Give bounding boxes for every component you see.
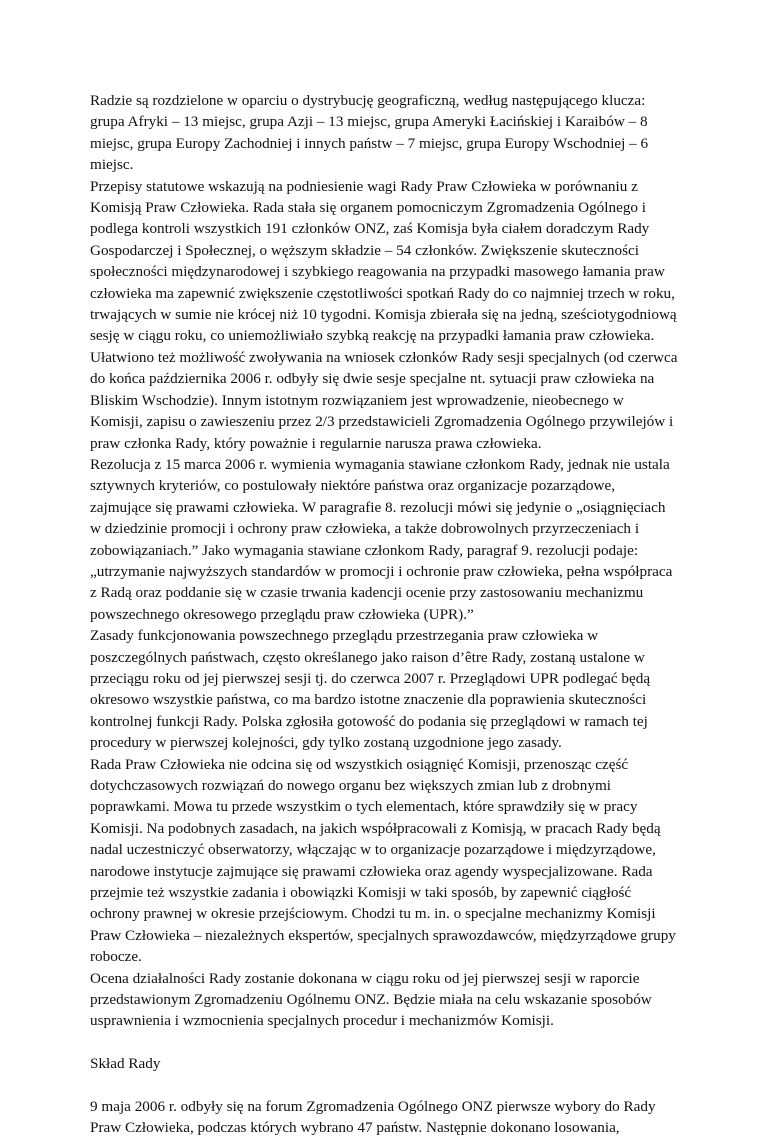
document-body xyxy=(90,90,680,1139)
paragraph-council-composition: 9 maja 2006 r. odbyły się na forum Zgromadzenia Ogólnego ONZ pierwsze wybory do Rady Praw Człowieka, podczas których wybrano 47 państw. Następnie dokonano losowania, xyxy=(90,1098,656,1137)
blank-line xyxy=(90,1075,680,1096)
blank-line xyxy=(90,1032,680,1053)
paragraph-upr-review: Zasady funkcjonowania powszechnego przeglądu przestrzegania praw człowieka w poszczególnych państwach, często określanego jako raison d’être Rady, zostaną ustalone w przeciągu roku od jej pierwszej sesji tj. do czerwca 2007 r. Przeglądowi UPR podlegać będą okresowo wszystkie państwa, co ma bardzo istotne znaczenie dla poprawienia skuteczności kontrolnej funkcji Rady. Polska zgłosiła gotowość do podania się przeglądowi w ramach tej procedury w pierwszej kolejności, gdy tylko zostaną uzgodnione jego zasady. xyxy=(90,627,651,752)
paragraph-council-evaluation: Ocena działalności Rady zostanie dokonana w ciągu roku od jej pierwszej sesji w raporcie przedstawionym Zgromadzeniu Ogólnemu ONZ. Będzie miała na celu wskazanie sposobów usprawnienia i wzmocnienia specjalnych procedur i mechanizmów Komisji. xyxy=(90,969,652,1030)
paragraph-resolution-requirements: Rezolucja z 15 marca 2006 r. wymienia wymagania stawiane członkom Rady, jednak nie ustala sztywnych kryteriów, co postulowały niektóre państwa oraz organizacje pozarządowe, zajmujące się prawami człowieka. W paragrafie 8. rezolucji mówi się jedynie o „osiągnięciach w dziedzinie promocji i ochrony praw człowieka, a także dobrowolnych przyrzeczeniach i zobowiązaniach.” Jako wymagania stawiane członkom Rady, paragraf 9. rezolucji podaje: „utrzymanie najwyższych standardów w promocji i ochronie praw człowieka, pełna współpraca z Radą oraz poddanie się w czasie trwania kadencji ocenie przy zastosowaniu mechanizmu powszechnego okresowego przeglądu praw człowieka (UPR).” xyxy=(90,455,673,623)
paragraph-commission-legacy: Rada Praw Człowieka nie odcina się od wszystkich osiągnięć Komisji, przenosząc część dotychczasowych rozwiązań do nowego organu bez większych zmian lub z drobnymi poprawkami. Mowa tu przede wszystkim o tych elementach, które sprawdziły się w pracy Komisji. Na podobnych zasadach, na jakich współpracowali z Komisją, w pracach Rady będą nadal uczestniczyć obserwatorzy, włączając w to organizacje pozarządowe i międzyrządowe, narodowe instytucje zajmujące się prawami człowieka oraz agendy wyspecjalizowane. Rada przejmie też wszystkie zadania i obowiązki Komisji w taki sposób, by zapewnić ciągłość ochrony prawnej w okresie przejściowym. Chodzi tu m. in. o specjalne mechanizmy Komisji Praw Człowieka – niezależnych ekspertów, specjalnych sprawozdawców, międzyrządowe grupy robocze. xyxy=(90,755,676,966)
paragraph-statutory-provisions: Przepisy statutowe wskazują na podniesienie wagi Rady Praw Człowieka w porównaniu z Komisją Praw Człowieka. Rada stała się organem pomocniczym Zgromadzenia Ogólnego i podlega kontroli wszystkich 191 członków ONZ, zaś Komisja była ciałem doradczym Rady Gospodarczej i Społecznej, o węższym składzie – 54 członków. Zwiększenie skuteczności społeczności międzynarodowej i szybkiego reagowania na przypadki masowego łamania praw człowieka ma zapewnić zwiększenie częstotliwości spotkań Rady do co najmniej trzech w roku, trwających w sumie nie krócej niż 10 tygodni. Komisja zbierała się na jedną, sześciotygodniową sesję w ciągu roku, co uniemożliwiało szybką reakcję na przypadki łamania praw człowieka. Ułatwiono też możliwość zwoływania na wniosek członków Rady sesji specjalnych (od czerwca do końca października 2006 r. odbyły się dwie sesje specjalne nt. sytuacji praw człowieka na Bliskim Wschodzie). Innym istotnym rozwiązaniem jest wprowadzenie, nieobecnego w Komisji, zapisu o zawieszeniu przez 2/3 przedstawicieli Zgromadzenia Ogólnego przywilejów i praw członka Rady, który poważnie i regularnie narusza prawa człowieka. xyxy=(90,177,678,452)
paragraph-geographic-distribution: Radzie są rozdzielone w oparciu o dystrybucję geograficzną, według następującego klucza: grupa Afryki – 13 miejsc, grupa Azji – 13 miejsc, grupa Ameryki Łacińskiej i Karaibów – 8 miejsc, grupa Europy Zachodniej i innych państw – 7 miejsc, grupa Europy Wschodniej – 6 miejsc. xyxy=(90,92,649,174)
section-heading: Skład Rady xyxy=(90,1055,161,1073)
